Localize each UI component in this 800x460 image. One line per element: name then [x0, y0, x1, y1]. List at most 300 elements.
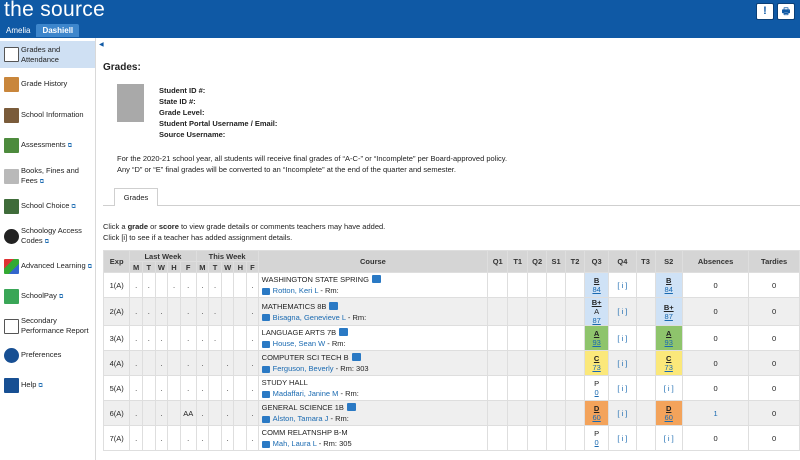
table-row — [104, 273, 800, 298]
grade-score[interactable]: 0 — [594, 438, 599, 447]
course-cell — [258, 273, 488, 298]
student-tab-amelia[interactable]: Amelia — [6, 26, 31, 35]
email-icon[interactable] — [262, 366, 270, 373]
absences-cell: 0 — [682, 426, 748, 451]
empty-grade-cell — [488, 273, 508, 298]
course-cell — [258, 326, 488, 351]
attendance-cell: . — [221, 426, 234, 451]
exp-cell: 7(A) — [104, 426, 130, 451]
grade-score[interactable]: 60 — [592, 413, 601, 422]
print-button[interactable] — [777, 3, 795, 20]
teacher-link[interactable]: Bisagna, Genevieve L — [272, 312, 346, 322]
attendance-cell: . — [168, 273, 181, 298]
alert-button[interactable] — [756, 3, 774, 20]
empty-grade-cell — [547, 298, 566, 326]
empty-grade-cell — [636, 401, 655, 426]
empty-grade-cell — [488, 401, 508, 426]
tardies-cell: 0 — [749, 426, 800, 451]
exp-cell: 6(A) — [104, 401, 130, 426]
attendance-cell: . — [196, 351, 209, 376]
empty-grade-cell — [636, 426, 655, 451]
empty-grade-cell — [508, 401, 528, 426]
student-tab-dashiell[interactable]: Dashiell — [36, 24, 79, 37]
empty-grade-cell — [566, 298, 585, 326]
s2-grade-cell[interactable] — [655, 376, 682, 401]
message-icon[interactable] — [347, 403, 356, 411]
sidebar-item-label: SchoolPay ⧉ — [21, 290, 64, 300]
q4-info-link[interactable]: [ i ] — [609, 376, 636, 401]
grade-score[interactable]: 93 — [664, 338, 673, 347]
attendance-cell: . — [130, 376, 143, 401]
attendance-cell — [234, 326, 247, 351]
empty-grade-cell — [547, 273, 566, 298]
sidebar-item-help[interactable] — [0, 374, 95, 396]
attendance-cell: . — [130, 298, 143, 326]
attendance-cell: . — [155, 426, 168, 451]
q3-grade-cell[interactable] — [585, 376, 609, 401]
attendance-cell: . — [196, 401, 209, 426]
schoology-icon — [4, 229, 19, 244]
table-row — [104, 351, 800, 376]
room-label: - Rm: — [327, 339, 346, 348]
attendance-cell: . — [180, 351, 196, 376]
day-header: H — [168, 262, 181, 273]
s2-grade-cell[interactable] — [655, 273, 682, 298]
room-label: - Rm: 305 — [318, 439, 352, 448]
col-s2: S2 — [655, 251, 682, 273]
student-photo — [117, 84, 144, 122]
teacher-link[interactable]: Ferguson, Beverly — [272, 364, 334, 373]
help-text-line2: Click [i] to see if a teacher has added assignment details. — [103, 233, 293, 242]
teacher-link[interactable]: Rotton, Keri L — [272, 286, 319, 295]
col-q2: Q2 — [528, 251, 547, 273]
empty-grade-cell — [528, 351, 547, 376]
grade-letter[interactable]: C — [593, 354, 600, 363]
day-header: F — [247, 262, 259, 273]
print-icon: 🖶 — [781, 6, 791, 16]
attendance-cell: . — [155, 401, 168, 426]
schoolpay-icon — [4, 289, 19, 304]
empty-grade-cell — [508, 426, 528, 451]
col-this-week: This Week — [196, 251, 258, 262]
q3-grade-cell[interactable] — [585, 401, 609, 426]
attendance-cell: . — [196, 298, 209, 326]
table-row — [104, 376, 800, 401]
external-link-icon: ⧉ — [71, 203, 76, 210]
attendance-cell — [234, 298, 247, 326]
q3-grade-cell[interactable] — [585, 426, 609, 451]
grade-letter[interactable]: D — [593, 404, 600, 413]
attendance-cell — [234, 426, 247, 451]
exp-cell: 4(A) — [104, 351, 130, 376]
empty-grade-cell — [566, 376, 585, 401]
attendance-cell — [142, 426, 155, 451]
external-link-icon: ⧉ — [87, 263, 93, 270]
grade-letter[interactable]: A — [666, 329, 672, 338]
s2-grade-cell[interactable] — [655, 426, 682, 451]
attendance-cell — [168, 376, 181, 401]
attendance-cell: . — [130, 401, 143, 426]
sidebar-item-books-fines[interactable] — [0, 163, 95, 189]
attendance-cell — [209, 376, 222, 401]
external-link-icon: ⧉ — [58, 293, 64, 300]
teacher-link[interactable]: Mah, Laura L — [272, 439, 317, 448]
empty-grade-cell — [566, 401, 585, 426]
attendance-cell: . — [155, 298, 168, 326]
course-cell — [258, 298, 488, 326]
state-id-label: State ID #: — [159, 97, 196, 106]
history-icon — [4, 77, 19, 92]
exp-cell: 1(A) — [104, 273, 130, 298]
empty-grade-cell — [488, 298, 508, 326]
attendance-cell: . — [247, 298, 259, 326]
table-row — [104, 298, 800, 326]
tardies-cell: 0 — [749, 273, 800, 298]
message-icon[interactable] — [352, 353, 361, 361]
email-icon[interactable] — [262, 314, 270, 321]
attendance-cell: . — [180, 273, 196, 298]
empty-grade-cell — [547, 401, 566, 426]
q4-info-link[interactable]: [ i ] — [609, 298, 636, 326]
grade-letter[interactable]: C — [666, 354, 672, 363]
course-name: STUDY HALL — [261, 378, 308, 387]
sidebar-item-grades[interactable] — [0, 41, 95, 68]
attendance-cell: . — [209, 273, 222, 298]
help-text-line1: Click a grade or score to view grade details or comments teachers may have added. — [103, 222, 386, 231]
grading-notice-line2: Any “D” or “E” final grades will be converted to an “Incomplete” at the end of the quarter and semester. — [117, 165, 456, 174]
grade-score[interactable]: 73 — [664, 363, 673, 372]
teacher-link[interactable]: Madaffari, Janine M — [272, 389, 339, 398]
empty-grade-cell — [488, 351, 508, 376]
course-cell — [258, 426, 488, 451]
grade-letter[interactable]: B — [593, 276, 600, 285]
attendance-cell: . — [155, 326, 168, 351]
sidebar-item-label: Assessments ⧉ — [21, 139, 72, 149]
email-icon[interactable] — [262, 341, 270, 348]
attendance-cell — [221, 273, 234, 298]
sidebar-item-grade-history[interactable] — [0, 73, 95, 95]
empty-grade-cell — [566, 351, 585, 376]
day-header: T — [142, 262, 155, 273]
empty-grade-cell — [508, 351, 528, 376]
sidebar-item-label: Help ⧉ — [21, 379, 43, 389]
grade-score[interactable]: 93 — [592, 338, 601, 347]
grade-score[interactable]: 73 — [592, 363, 601, 372]
grade-letter[interactable]: B+ — [591, 298, 602, 307]
day-header: W — [155, 262, 168, 273]
attendance-cell — [142, 401, 155, 426]
empty-grade-cell — [528, 426, 547, 451]
attendance-cell — [142, 376, 155, 401]
attendance-cell: . — [155, 351, 168, 376]
attendance-cell: . — [130, 426, 143, 451]
info-link[interactable]: [ i ] — [663, 383, 674, 393]
sidebar-item-label: School Choice ⧉ — [21, 200, 76, 210]
attendance-cell — [221, 298, 234, 326]
advanced-learning-icon — [4, 259, 19, 274]
table-row — [104, 401, 800, 426]
grade-letter[interactable]: B — [666, 276, 672, 285]
attendance-cell: . — [180, 376, 196, 401]
grade-score[interactable]: 0 — [594, 388, 599, 397]
course-name: LANGUAGE ARTS 7B — [261, 328, 337, 337]
sidebar-item-label: Schoology Access Codes ⧉ — [21, 225, 82, 245]
attendance-cell — [234, 273, 247, 298]
attendance-cell: . — [130, 273, 143, 298]
teacher-link[interactable]: House, Sean W — [272, 339, 326, 348]
empty-grade-cell — [488, 326, 508, 351]
sidebar-item-preferences[interactable] — [0, 344, 95, 366]
day-header: F — [180, 262, 196, 273]
student-switcher — [0, 24, 79, 38]
tardies-cell: 0 — [749, 351, 800, 376]
attendance-cell — [168, 426, 181, 451]
report-icon — [4, 319, 19, 334]
sidebar-item-label: Advanced Learning ⧉ — [21, 260, 93, 270]
attendance-cell: . — [209, 298, 222, 326]
attendance-cell: . — [155, 376, 168, 401]
course-cell — [258, 351, 488, 376]
day-header: M — [130, 262, 143, 273]
attendance-cell: . — [180, 326, 196, 351]
sidebar-item-school-choice[interactable] — [0, 195, 95, 217]
attendance-cell: . — [221, 351, 234, 376]
attendance-cell — [234, 376, 247, 401]
col-t3: T3 — [636, 251, 655, 273]
q4-info-link[interactable]: [ i ] — [609, 401, 636, 426]
assessments-icon — [4, 138, 19, 153]
tab-underline — [103, 205, 800, 206]
empty-grade-cell — [528, 273, 547, 298]
col-last-week: Last Week — [130, 251, 196, 262]
empty-grade-cell — [508, 376, 528, 401]
course-name: GENERAL SCIENCE 1B — [261, 403, 344, 412]
message-icon[interactable] — [329, 302, 338, 310]
external-link-icon: ⧉ — [44, 238, 50, 245]
empty-grade-cell — [566, 426, 585, 451]
day-header: T — [209, 262, 222, 273]
col-course: Course — [258, 251, 488, 273]
sidebar-item-advanced-learning[interactable] — [0, 255, 95, 277]
sidebar-item-label: School Information — [21, 110, 84, 119]
teacher-link[interactable]: Alston, Tamara J — [272, 414, 329, 423]
q4-info-link[interactable]: [ i ] — [609, 351, 636, 376]
grades-icon — [4, 47, 19, 62]
absences-cell: 0 — [682, 273, 748, 298]
course-name: MATHEMATICS 8B — [261, 301, 327, 311]
empty-grade-cell — [566, 273, 585, 298]
attendance-cell: . — [130, 326, 143, 351]
attendance-cell: . — [247, 351, 259, 376]
help-icon — [4, 378, 19, 393]
sidebar-item-schoolpay[interactable] — [0, 285, 95, 307]
day-header: M — [196, 262, 209, 273]
absences-cell: 0 — [682, 376, 748, 401]
grade-mark: A — [594, 307, 600, 316]
external-link-icon: ⧉ — [67, 142, 72, 149]
app-title: the source — [4, 0, 106, 21]
collapse-sidebar-icon[interactable]: ◀ — [99, 42, 104, 48]
attendance-cell — [168, 298, 181, 326]
q3-grade-cell[interactable] — [585, 273, 609, 298]
attendance-cell: . — [247, 376, 259, 401]
day-header: W — [221, 262, 234, 273]
attendance-cell — [209, 401, 222, 426]
attendance-cell: . — [142, 298, 155, 326]
q3-grade-cell[interactable] — [585, 298, 609, 326]
exp-cell: 5(A) — [104, 376, 130, 401]
attendance-cell — [142, 351, 155, 376]
tardies-cell: 0 — [749, 376, 800, 401]
attendance-cell: . — [221, 401, 234, 426]
grade-letter[interactable]: A — [593, 329, 600, 338]
col-t1: T1 — [508, 251, 528, 273]
sidebar-item-schoology[interactable] — [0, 223, 95, 249]
empty-grade-cell — [528, 401, 547, 426]
exp-cell: 3(A) — [104, 326, 130, 351]
absences-cell: 0 — [682, 298, 748, 326]
sidebar-item-label: Grades and Attendance — [21, 44, 61, 64]
col-exp: Exp — [104, 251, 130, 273]
email-icon[interactable] — [262, 288, 270, 295]
q3-grade-cell[interactable] — [585, 326, 609, 351]
tardies-cell: 0 — [749, 298, 800, 326]
attendance-cell: . — [247, 273, 259, 298]
school-choice-icon — [4, 199, 19, 214]
sidebar-item-school-information[interactable] — [0, 104, 95, 126]
grade-mark: P — [594, 379, 600, 388]
grades-table — [103, 250, 800, 451]
empty-grade-cell — [528, 298, 547, 326]
grade-level-label: Grade Level: — [159, 108, 205, 117]
empty-grade-cell — [636, 326, 655, 351]
email-icon[interactable] — [262, 416, 270, 423]
grade-score[interactable]: 60 — [664, 413, 673, 422]
tardies-cell: 0 — [749, 326, 800, 351]
attendance-cell: . — [142, 326, 155, 351]
sidebar-item-label: Secondary Performance Report — [21, 316, 89, 335]
q3-grade-cell[interactable] — [585, 351, 609, 376]
top-bar — [0, 0, 800, 38]
grade-score[interactable]: 84 — [592, 285, 601, 294]
info-link[interactable]: [ i ] — [663, 433, 674, 443]
q4-info-link[interactable]: [ i ] — [609, 273, 636, 298]
course-name: COMM RELATNSHP B-M — [261, 428, 348, 437]
col-absences: Absences — [682, 251, 748, 273]
external-link-icon: ⧉ — [39, 178, 45, 185]
course-name: COMPUTER SCI TECH B — [261, 353, 349, 362]
grade-mark: P — [594, 429, 600, 438]
empty-grade-cell — [547, 426, 566, 451]
room-label: - Rm: — [320, 286, 339, 295]
col-q1: Q1 — [488, 251, 508, 273]
empty-grade-cell — [528, 326, 547, 351]
message-icon[interactable] — [339, 328, 348, 336]
attendance-cell — [234, 351, 247, 376]
tardies-cell: 0 — [749, 401, 800, 426]
sidebar-item-label: Books, Fines and Fees ⧉ — [21, 165, 79, 185]
attendance-cell: . — [247, 401, 259, 426]
grading-notice-line1: For the 2020-21 school year, all students will receive final grades of “A-C-” or “Incomplete” per Board-approved policy. — [117, 154, 508, 163]
empty-grade-cell — [636, 298, 655, 326]
absences-cell: 0 — [682, 326, 748, 351]
email-icon[interactable] — [262, 441, 270, 448]
col-s1: S1 — [547, 251, 566, 273]
attendance-cell: . — [130, 351, 143, 376]
gear-icon — [4, 348, 19, 363]
empty-grade-cell — [508, 326, 528, 351]
portal-username-label: Student Portal Username / Email: — [159, 119, 278, 128]
attendance-cell: . — [196, 326, 209, 351]
empty-grade-cell — [528, 376, 547, 401]
sidebar-item-label: Preferences — [21, 350, 62, 359]
attendance-cell: . — [196, 376, 209, 401]
empty-grade-cell — [508, 298, 528, 326]
absences-cell: 0 — [682, 351, 748, 376]
empty-grade-cell — [547, 351, 566, 376]
col-q4: Q4 — [609, 251, 636, 273]
tab-grades[interactable]: Grades — [114, 188, 158, 206]
table-row — [104, 426, 800, 451]
s2-grade-cell[interactable] — [655, 326, 682, 351]
attendance-cell — [209, 426, 222, 451]
empty-grade-cell — [488, 376, 508, 401]
q4-info-link[interactable]: [ i ] — [609, 326, 636, 351]
attendance-cell: . — [209, 326, 222, 351]
course-cell — [258, 401, 488, 426]
empty-grade-cell — [636, 351, 655, 376]
col-q3: Q3 — [585, 251, 609, 273]
room-label: - Rm: 303 — [335, 364, 369, 373]
grade-score[interactable]: 84 — [664, 285, 673, 294]
student-id-label: Student ID #: — [159, 86, 206, 95]
attendance-cell: . — [247, 326, 259, 351]
col-tardies: Tardies — [749, 251, 800, 273]
page-title: Grades: — [103, 62, 141, 73]
room-label: - Rm: — [340, 389, 359, 398]
grade-score[interactable]: 87 — [664, 311, 673, 321]
school-icon — [4, 108, 19, 123]
attendance-cell — [209, 351, 222, 376]
external-link-icon: ⧉ — [38, 382, 43, 389]
grade-letter[interactable]: B+ — [663, 302, 674, 312]
attendance-cell — [168, 351, 181, 376]
empty-grade-cell — [547, 326, 566, 351]
grade-score[interactable]: 87 — [592, 316, 601, 325]
attendance-cell — [221, 326, 234, 351]
email-icon[interactable] — [262, 391, 270, 398]
room-label: - Rm: — [347, 312, 367, 322]
books-icon — [4, 169, 19, 184]
course-name: WASHINGTON STATE SPRING — [261, 275, 369, 284]
attendance-cell: . — [247, 426, 259, 451]
attendance-cell: . — [196, 426, 209, 451]
empty-grade-cell — [566, 326, 585, 351]
q4-info-link[interactable]: [ i ] — [609, 426, 636, 451]
s2-grade-cell[interactable] — [655, 401, 682, 426]
sidebar — [0, 38, 96, 460]
empty-grade-cell — [488, 426, 508, 451]
sidebar-item-secondary-performance[interactable] — [0, 313, 95, 339]
grade-letter[interactable]: D — [666, 404, 672, 413]
attendance-cell: . — [142, 273, 155, 298]
s2-grade-cell[interactable] — [655, 298, 682, 326]
empty-grade-cell — [636, 273, 655, 298]
absences-cell[interactable]: 1 — [682, 401, 748, 426]
sidebar-item-assessments[interactable] — [0, 134, 95, 156]
s2-grade-cell[interactable] — [655, 351, 682, 376]
message-icon[interactable] — [372, 275, 381, 283]
